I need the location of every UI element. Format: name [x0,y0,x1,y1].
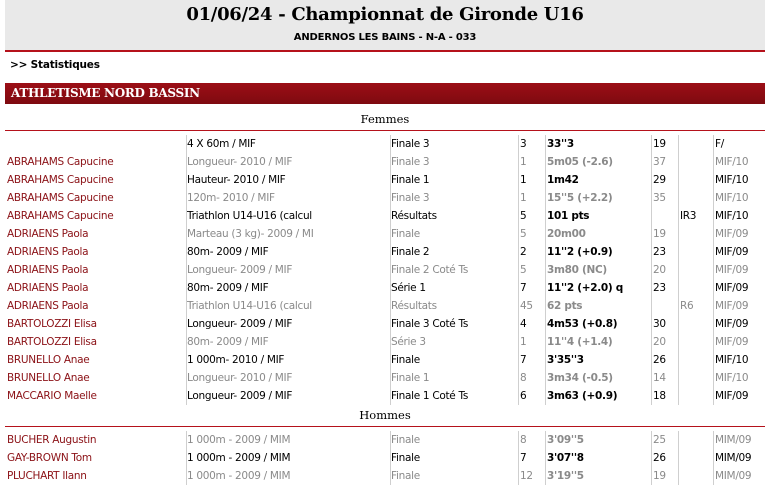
column-divider [713,225,714,243]
cell-place: 5 [520,264,527,276]
cell-place: 7 [520,452,527,464]
cell-pts: 18 [653,390,666,402]
cell-cat: MIF/10 [715,156,749,168]
cell-round: Série 3 [391,336,426,348]
column-divider [545,387,546,405]
cell-perf: 4m53 (+0.8) [547,318,618,330]
table-row [5,225,765,243]
cell-event: Longueur- 2009 / MIF [187,390,293,402]
column-divider [678,387,679,405]
column-divider [678,171,679,189]
cell-pts: 25 [653,434,666,446]
cell-pts: 26 [653,354,666,366]
cell-ir [680,467,712,485]
cell-name[interactable]: ABRAHAMS Capucine [7,174,114,186]
cell-perf: 20m00 [547,228,586,240]
cell-round: Finale 1 Coté Ts [391,390,469,402]
cell-event: Triathlon U14-U16 (calcul [187,300,312,312]
column-divider [651,467,652,485]
column-divider [678,279,679,297]
column-divider [545,225,546,243]
cell-pts [653,297,677,315]
cell-place: 2 [520,246,527,258]
column-divider [678,297,679,315]
cell-round: Finale 3 Coté Ts [391,318,469,330]
column-divider [678,243,679,261]
column-divider [545,467,546,485]
cell-place: 5 [520,210,527,222]
cell-perf: 33''3 [547,138,574,150]
cell-ir [680,189,712,207]
cell-pts: 19 [653,470,666,482]
cell-cat: MIM/09 [715,452,752,464]
column-divider [713,171,714,189]
cell-pts: 23 [653,282,666,294]
column-divider [545,315,546,333]
column-divider [518,153,519,171]
cell-round: Finale [391,470,420,482]
column-divider [545,279,546,297]
cell-event: Longueur- 2009 / MIF [187,264,293,276]
cell-name[interactable]: ADRIAENS Paola [7,300,89,312]
column-divider [518,261,519,279]
column-divider [545,261,546,279]
column-divider [651,369,652,387]
column-divider [518,225,519,243]
table-row [5,189,765,207]
cell-perf: 1m42 [547,174,579,186]
column-divider [678,261,679,279]
cell-perf: 15''5 (+2.2) [547,192,613,204]
cell-ir [680,153,712,171]
column-divider [545,243,546,261]
column-divider [518,297,519,315]
column-divider [518,467,519,485]
cell-event: 1 000m- 2010 / MIF [187,354,285,366]
cell-ir [680,333,712,351]
cell-place: 5 [520,228,527,240]
cell-pts: 19 [653,228,666,240]
column-divider [545,171,546,189]
cell-name[interactable]: ADRIAENS Paola [7,264,89,276]
cell-name[interactable]: BRUNELLO Anae [7,372,90,384]
cell-cat: MIF/10 [715,372,749,384]
cell-ir [680,351,712,369]
column-divider [678,189,679,207]
column-divider [545,297,546,315]
cell-place: 7 [520,282,527,294]
cell-pts: 23 [653,246,666,258]
column-divider [713,315,714,333]
table-row [5,207,765,225]
column-divider [678,153,679,171]
column-divider [713,279,714,297]
cell-name[interactable] [7,135,183,153]
cell-pts: 35 [653,192,666,204]
column-divider [713,153,714,171]
cell-cat: MIF/09 [715,318,749,330]
cell-place: 1 [520,174,527,186]
cell-cat: MIF/10 [715,192,749,204]
table-row [5,431,765,449]
column-divider [545,135,546,153]
cell-cat: MIF/10 [715,174,749,186]
cell-pts [653,207,677,225]
cell-round: Finale [391,452,420,464]
cell-event: Triathlon U14-U16 (calcul [187,210,312,222]
column-divider [518,171,519,189]
cell-ir [680,225,712,243]
column-divider [545,449,546,467]
column-divider [545,431,546,449]
table-row [5,449,765,467]
table-row [5,153,765,171]
column-divider [651,153,652,171]
cell-cat: F/ [715,138,724,150]
column-divider [651,207,652,225]
column-divider [713,431,714,449]
column-divider [651,189,652,207]
cell-event: Marteau (3 kg)- 2009 / MI [187,228,314,240]
table-row [5,261,765,279]
column-divider [651,387,652,405]
cell-perf: 3m63 (+0.9) [547,390,618,402]
table-row [5,135,765,153]
cell-perf: 3m80 (NC) [547,264,607,276]
cell-ir [680,171,712,189]
table-row [5,171,765,189]
cell-name[interactable]: ADRIAENS Paola [7,228,89,240]
column-divider [545,351,546,369]
cell-ir [680,279,712,297]
cell-pts: 30 [653,318,666,330]
club-name: ATHLETISME NORD BASSIN [11,86,200,100]
statistics-link[interactable]: >> Statistiques [10,59,100,71]
cell-perf: 11''2 (+2.0) q [547,282,623,294]
column-divider [713,333,714,351]
cell-event: 80m- 2009 / MIF [187,336,269,348]
cell-place: 4 [520,318,527,330]
column-divider [518,449,519,467]
cell-place: 6 [520,390,527,402]
page-subtitle: ANDERNOS LES BAINS - N-A - 033 [293,32,477,43]
club-name-bar [5,83,765,104]
column-divider [518,207,519,225]
column-divider [518,315,519,333]
cell-ir [680,261,712,279]
column-divider [651,243,652,261]
column-divider [651,431,652,449]
column-divider [651,171,652,189]
column-divider [713,243,714,261]
cell-cat: MIF/09 [715,228,749,240]
cell-place: 1 [520,156,527,168]
column-divider [518,135,519,153]
table-row [5,467,765,485]
cell-cat: MIM/09 [715,470,752,482]
column-divider [713,135,714,153]
column-divider [678,333,679,351]
cell-round: Finale 1 [391,174,430,186]
cell-name[interactable]: ADRIAENS Paola [7,246,89,258]
cell-name[interactable]: ADRIAENS Paola [7,282,89,294]
column-divider [518,333,519,351]
column-divider [518,369,519,387]
cell-event: 1 000m - 2009 / MIM [187,434,291,446]
column-divider [518,243,519,261]
cell-ir [680,369,712,387]
column-divider [651,261,652,279]
cell-cat: MIF/09 [715,336,749,348]
column-divider [651,333,652,351]
column-divider [713,387,714,405]
cell-pts: 29 [653,174,666,186]
cell-round: Finale 2 Coté Ts [391,264,469,276]
column-divider [713,467,714,485]
column-divider [678,351,679,369]
column-divider [678,369,679,387]
cell-round: Finale 2 [391,246,430,258]
cell-ir [680,387,712,405]
table-row [5,351,765,369]
cell-ir: R6 [680,300,694,312]
cell-event: Longueur- 2009 / MIF [187,318,293,330]
cell-event: 80m- 2009 / MIF [187,282,269,294]
cell-cat: MIF/10 [715,354,749,366]
cell-cat: MIF/09 [715,246,749,258]
cell-event: 120m- 2010 / MIF [187,192,275,204]
page-header [5,0,765,52]
cell-event: Longueur- 2010 / MIF [187,372,293,384]
cell-name[interactable]: BUCHER Augustin [7,434,97,446]
cell-event: 1 000m - 2009 / MIM [187,470,291,482]
section-women: Femmes [5,110,765,131]
column-divider [545,153,546,171]
cell-name[interactable]: GAY-BROWN Tom [7,452,92,464]
cell-ir [680,315,712,333]
column-divider [651,315,652,333]
cell-round: Résultats [391,300,437,312]
table-row [5,315,765,333]
cell-name[interactable]: BARTOLOZZI Elisa [7,336,97,348]
column-divider [678,225,679,243]
table-row [5,369,765,387]
column-divider [545,369,546,387]
cell-cat: MIF/09 [715,282,749,294]
column-divider [713,207,714,225]
column-divider [545,189,546,207]
cell-pts: 20 [653,264,666,276]
cell-place: 45 [520,300,533,312]
column-divider [713,189,714,207]
cell-ir: IR3 [680,210,697,222]
cell-name[interactable]: ABRAHAMS Capucine [7,210,114,222]
column-divider [518,431,519,449]
table-row [5,333,765,351]
cell-round: Finale 1 [391,372,430,384]
cell-perf: 3'07''8 [547,452,584,464]
column-divider [651,225,652,243]
cell-name[interactable]: MACCARIO Maelle [7,390,97,402]
cell-event: 80m- 2009 / MIF [187,246,269,258]
column-divider [651,351,652,369]
cell-pts: 26 [653,452,666,464]
cell-round: Finale [391,228,420,240]
cell-pts: 19 [653,138,666,150]
cell-place: 1 [520,192,527,204]
cell-round: Finale 3 [391,156,430,168]
cell-place: 12 [520,470,533,482]
column-divider [713,369,714,387]
cell-cat: MIF/09 [715,300,749,312]
cell-name[interactable]: BARTOLOZZI Elisa [7,318,97,330]
cell-ir [680,431,712,449]
cell-round: Résultats [391,210,437,222]
column-divider [678,135,679,153]
cell-perf: 11''2 (+0.9) [547,246,613,258]
cell-name[interactable]: ABRAHAMS Capucine [7,192,114,204]
column-divider [651,279,652,297]
column-divider [713,261,714,279]
cell-perf: 62 pts [547,300,583,312]
column-divider [713,351,714,369]
cell-perf: 3'09''5 [547,434,584,446]
cell-place: 1 [520,336,527,348]
column-divider [713,449,714,467]
cell-event: Hauteur- 2010 / MIF [187,174,286,186]
cell-cat: MIF/09 [715,264,749,276]
cell-round: Finale 3 [391,138,430,150]
column-divider [678,449,679,467]
cell-perf: 101 pts [547,210,590,222]
column-divider [713,297,714,315]
cell-event: 4 X 60m / MIF [187,138,256,150]
column-divider [651,135,652,153]
cell-perf: 3m34 (-0.5) [547,372,613,384]
table-row [5,297,765,315]
column-divider [518,279,519,297]
cell-cat: MIF/10 [715,210,749,222]
column-divider [678,207,679,225]
cell-name[interactable]: ABRAHAMS Capucine [7,156,114,168]
cell-place: 7 [520,354,527,366]
section-men: Hommes [5,406,765,427]
cell-round: Finale 3 [391,192,430,204]
cell-perf: 11''4 (+1.4) [547,336,613,348]
cell-place: 8 [520,372,527,384]
cell-perf: 3'35''3 [547,354,584,366]
column-divider [518,387,519,405]
table-row [5,279,765,297]
cell-event: Longueur- 2010 / MIF [187,156,293,168]
column-divider [678,315,679,333]
table-row [5,243,765,261]
cell-name[interactable]: BRUNELLO Anae [7,354,90,366]
cell-ir [680,243,712,261]
cell-name[interactable]: PLUCHART Ilann [7,470,87,482]
column-divider [545,207,546,225]
column-divider [651,297,652,315]
cell-cat: MIF/09 [715,390,749,402]
column-divider [518,189,519,207]
page-title: 01/06/24 - Championnat de Gironde U16 [186,4,584,25]
cell-perf: 3'19''5 [547,470,584,482]
column-divider [678,431,679,449]
cell-place: 3 [520,138,527,150]
cell-round: Finale [391,354,420,366]
cell-round: Finale [391,434,420,446]
cell-pts: 14 [653,372,666,384]
cell-event: 1 000m - 2009 / MIM [187,452,291,464]
table-row [5,387,765,405]
column-divider [651,449,652,467]
cell-ir [680,449,712,467]
cell-cat: MIM/09 [715,434,752,446]
column-divider [678,467,679,485]
cell-round: Série 1 [391,282,426,294]
cell-perf: 5m05 (-2.6) [547,156,613,168]
cell-pts: 37 [653,156,666,168]
column-divider [545,333,546,351]
column-divider [518,351,519,369]
cell-place: 8 [520,434,527,446]
cell-pts: 20 [653,336,666,348]
cell-ir [680,135,712,153]
